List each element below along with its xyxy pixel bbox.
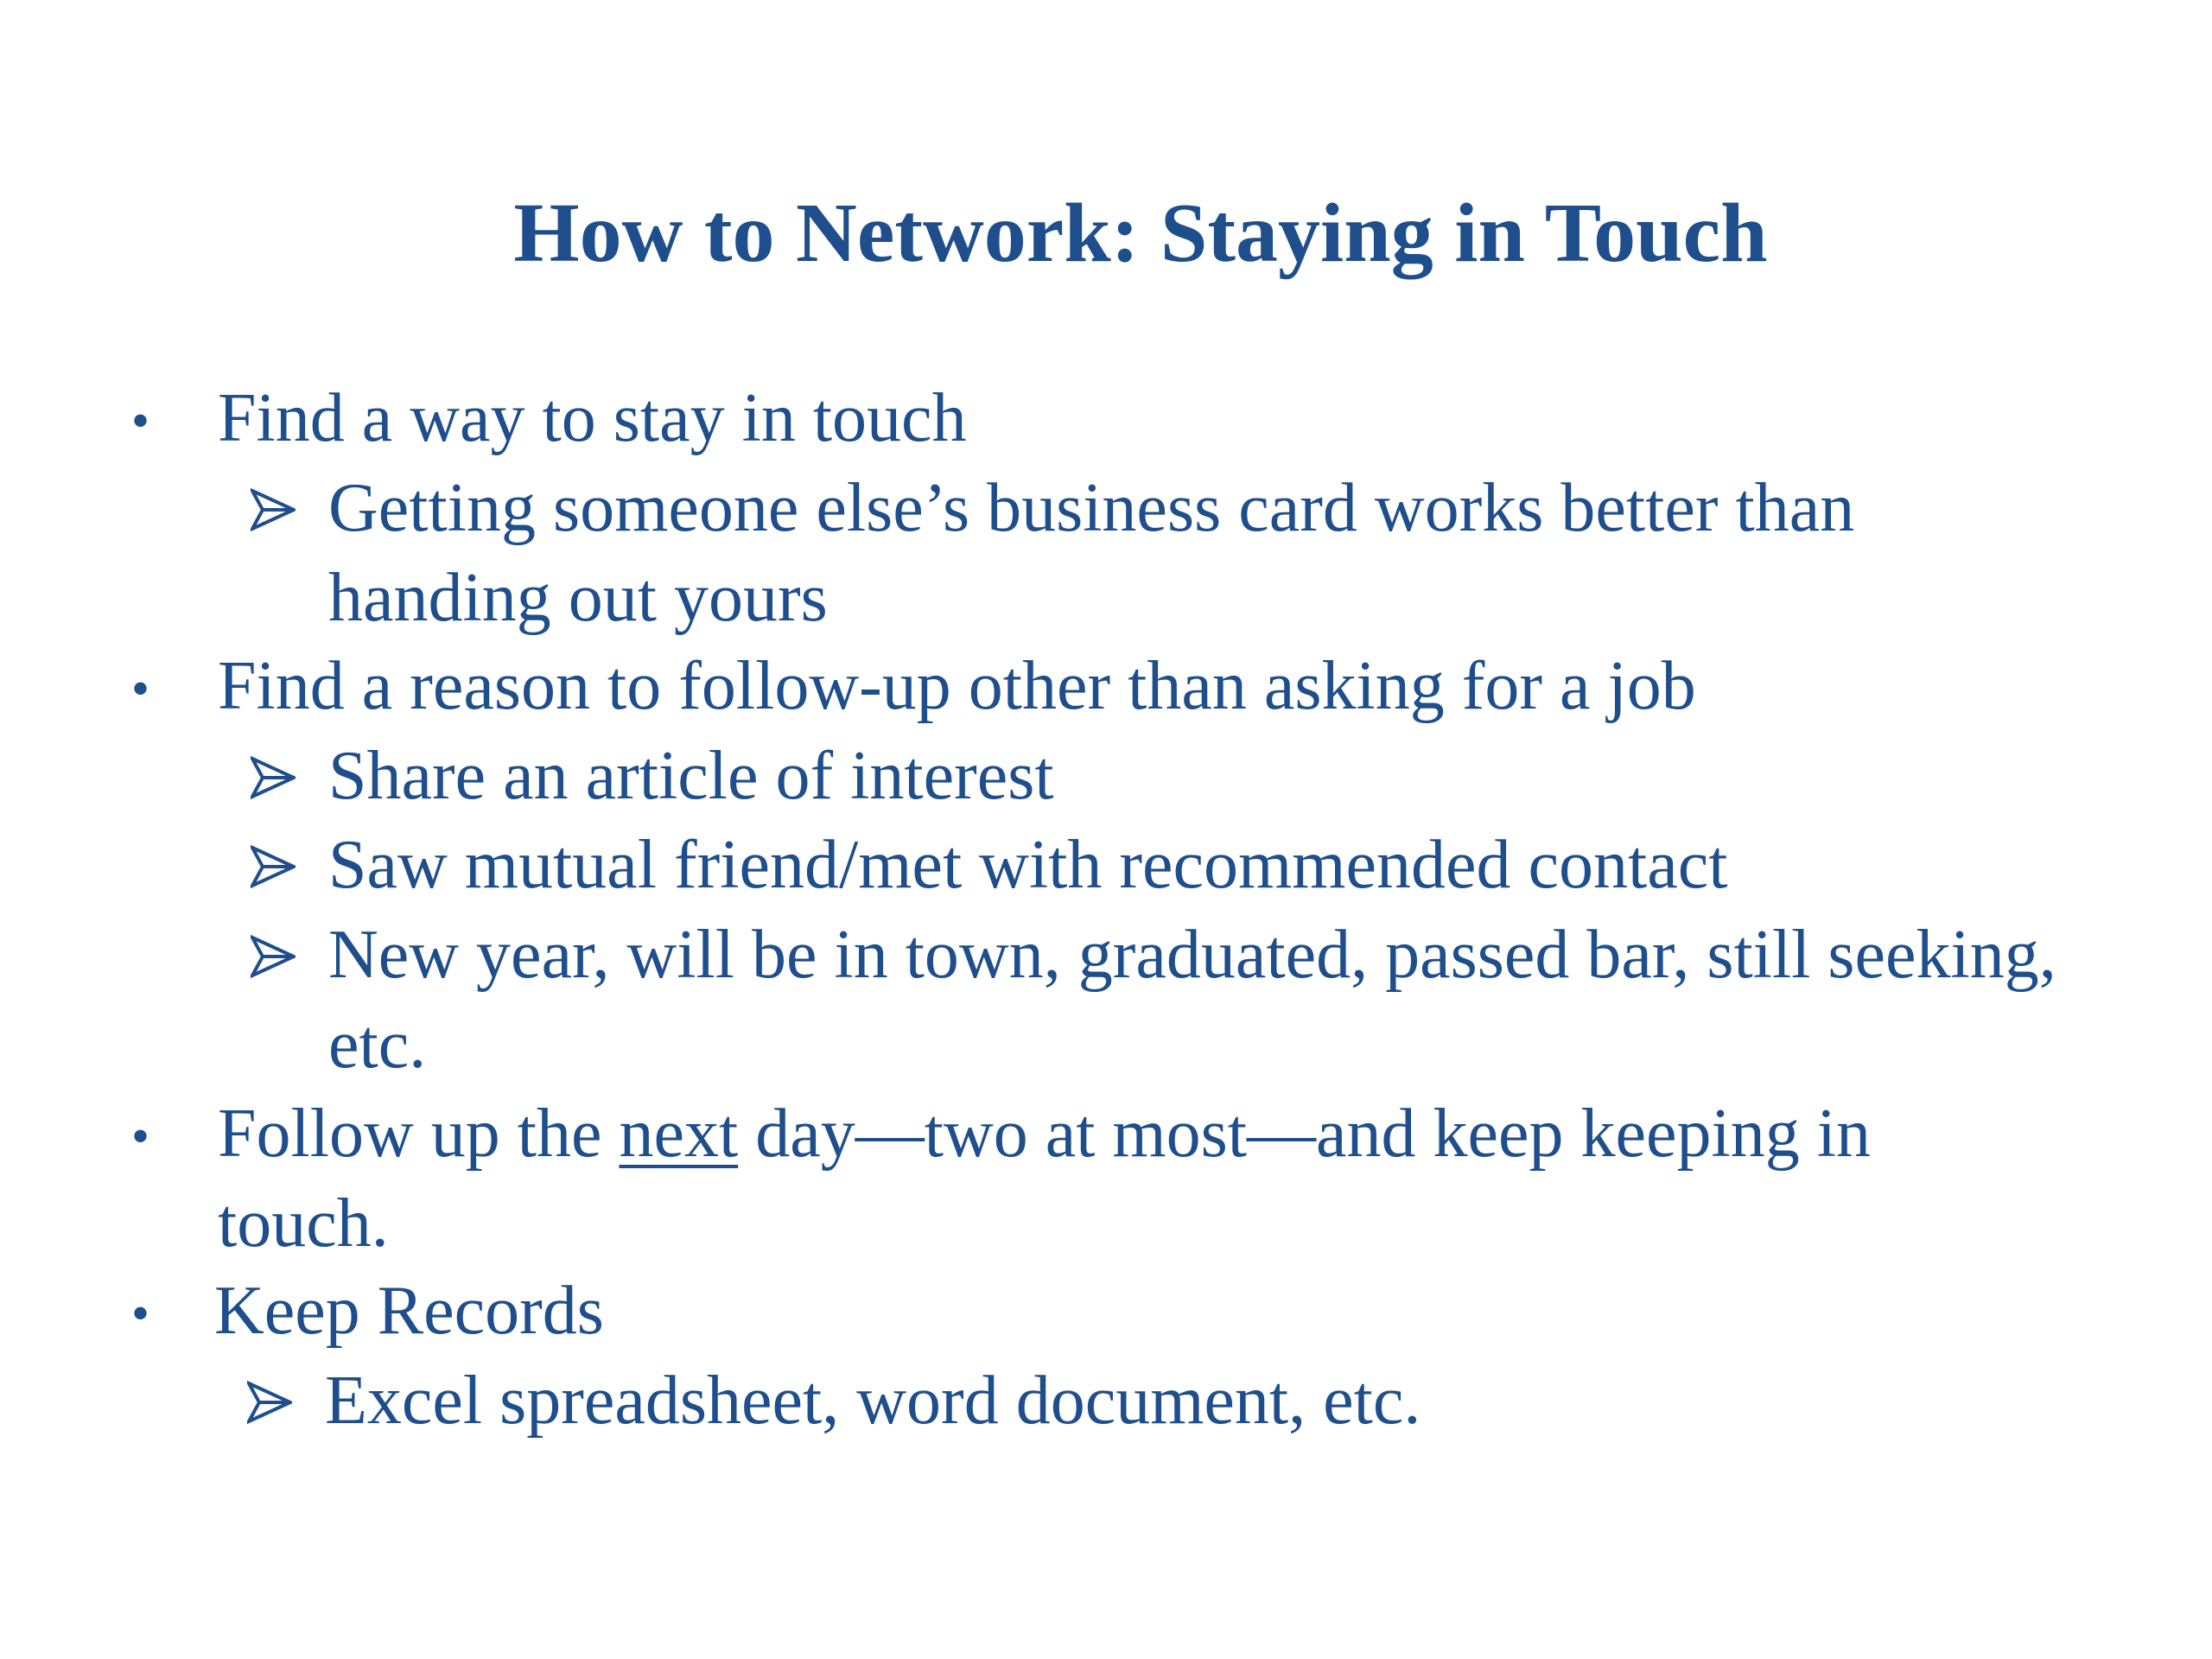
sub-item-2-2: Saw mutual friend/met with recommended contact xyxy=(328,827,1728,903)
arrowhead-icon xyxy=(247,1357,292,1447)
bullet-3-text-part1: Follow up the xyxy=(218,1096,620,1172)
sub-item-1-1-line2: handing out yours xyxy=(328,560,828,636)
sub-item-2-3-line1: New year, will be in town, graduated, passed bar, still seeking, xyxy=(328,917,2056,993)
sub-item-2-1: Share an article of interest xyxy=(328,738,1054,814)
bullet-marker: • xyxy=(131,1108,150,1165)
slide-title: How to Network: Staying in Touch xyxy=(513,187,1768,280)
bullet-2-text: Find a reason to follow-up other than asking for a job xyxy=(218,648,1696,724)
sub-item-1-1-line1: Getting someone else’s business card works better than xyxy=(328,470,1855,546)
sub-item-2-3-line2: etc. xyxy=(328,1007,427,1083)
bullet-4-text: Keep Records xyxy=(214,1273,604,1349)
bullet-marker: • xyxy=(131,392,150,449)
bullet-3-emphasis: next xyxy=(619,1096,739,1172)
bullet-3-text-part3: day—two at most—and keep keeping in xyxy=(738,1096,1872,1172)
bullet-marker: • xyxy=(131,660,150,717)
arrowhead-icon xyxy=(251,912,296,1001)
bullet-marker: • xyxy=(131,1285,150,1342)
arrowhead-icon xyxy=(251,465,296,555)
bullet-3-text-line2: touch. xyxy=(218,1185,389,1262)
bullet-1-text: Find a way to stay in touch xyxy=(218,380,967,456)
arrowhead-icon xyxy=(251,822,296,912)
sub-item-4-1: Excel spreadsheet, word document, etc. xyxy=(325,1363,1421,1439)
arrowhead-icon xyxy=(251,733,296,823)
bullet-3-text xyxy=(218,1089,1871,1179)
